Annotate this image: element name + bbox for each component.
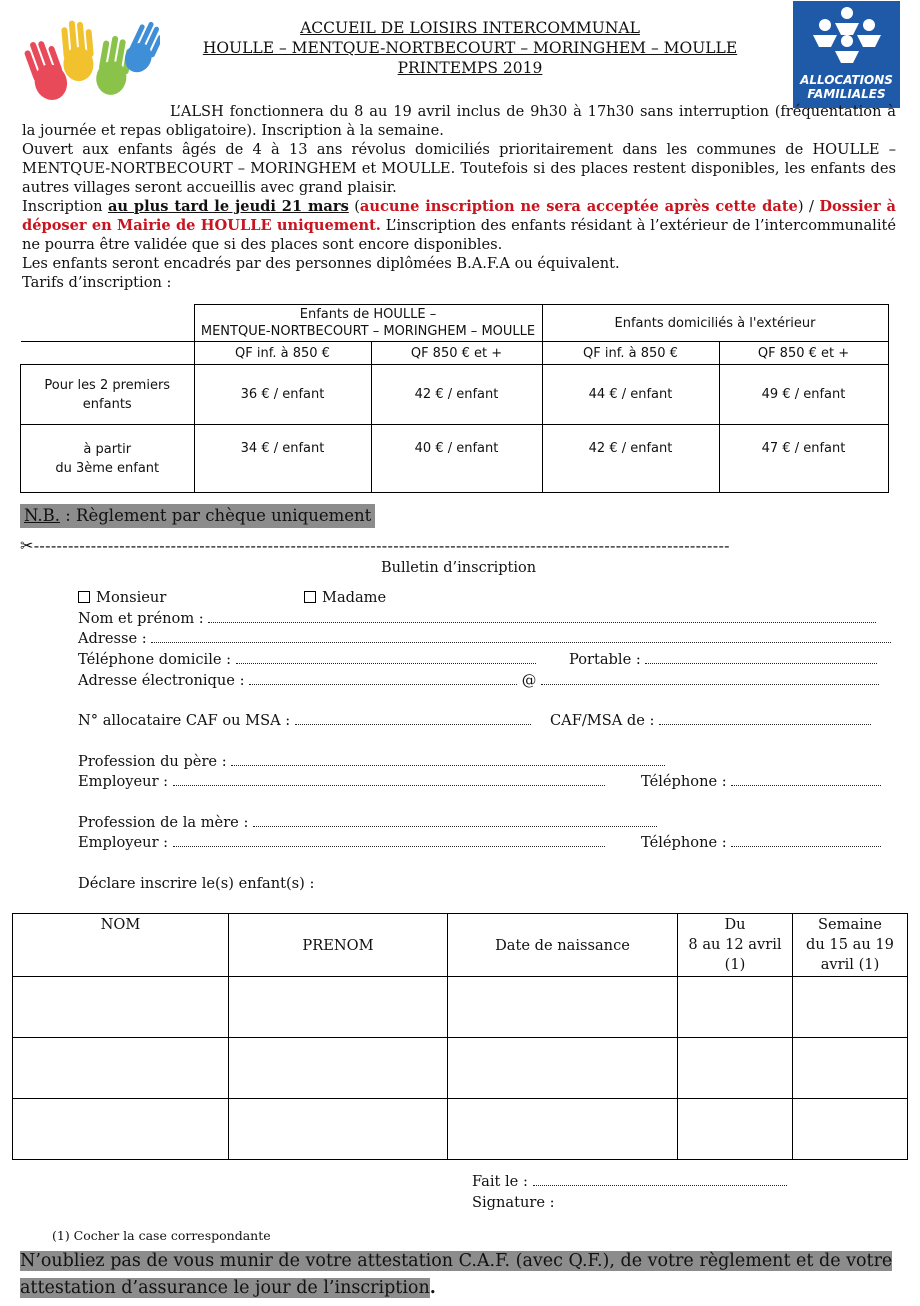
table-row (13, 1099, 908, 1160)
naissance-cell[interactable] (448, 1099, 678, 1160)
caf-msa-field[interactable] (659, 712, 871, 725)
week2-cell[interactable] (793, 1099, 908, 1160)
price-cell: 42 € / enfant (542, 425, 719, 493)
intro-p1: L’ALSH fonctionnera du 8 au 19 avril inclus de 9h30 à 17h30 sans interruption (fréquentation à la journée et repas obligatoire). Inscription à la semaine. (22, 103, 896, 139)
employeur-mere-label: Employeur : (78, 834, 169, 851)
price-cell: 40 € / enfant (371, 425, 542, 493)
price-cell: 36 € / enfant (194, 365, 371, 425)
price-cell: 49 € / enfant (719, 365, 888, 425)
week1-cell[interactable] (678, 1038, 793, 1099)
price-cell: 42 € / enfant (371, 365, 542, 425)
intro-p2: Ouvert aux enfants âgés de 4 à 13 ans révolus domiciliés prioritairement dans les communes de HOULLE – MENTQUE-NORTBECOURT – MORINGHEM et MOULLE. Toutefois si des places restent disponibles, les enfants des autres villages seront accueillis avec grand plaisir. (22, 141, 896, 196)
madame-checkbox[interactable] (304, 591, 316, 603)
fait-le-label: Fait le : (472, 1173, 528, 1190)
monsieur-label: Monsieur (96, 589, 167, 606)
naissance-cell[interactable] (448, 1038, 678, 1099)
tel-mere-field[interactable] (731, 834, 881, 847)
col-naissance: Date de naissance (448, 914, 678, 977)
price-cell: 34 € / enfant (194, 425, 371, 493)
nom-cell[interactable] (13, 977, 229, 1038)
adresse-field[interactable] (151, 630, 891, 643)
title-line3: PRINTEMPS 2019 (397, 59, 543, 77)
prenom-cell[interactable] (229, 977, 448, 1038)
tarifs-table (20, 304, 889, 493)
portable-label: Portable : (569, 651, 641, 668)
title-line1: ACCUEIL DE LOISIRS INTERCOMMUNAL (300, 19, 640, 37)
col-week2: Semaine du 15 au 19 avril (1) (793, 914, 908, 977)
row-label: à partir du 3ème enfant (21, 425, 195, 493)
email-user-field[interactable] (249, 672, 517, 685)
caf-family-icon (807, 5, 887, 69)
prof-pere-field[interactable] (231, 753, 665, 766)
title-line2: HOULLE – MENTQUE-NORTBECOURT – MORINGHEM – MOULLE (202, 39, 738, 57)
children-table (12, 913, 908, 1160)
employeur-mere-field[interactable] (173, 834, 605, 847)
caf-msa-label: CAF/MSA de : (550, 712, 655, 729)
table-row (13, 977, 908, 1038)
prenom-cell[interactable] (229, 1038, 448, 1099)
caf-num-label: N° allocataire CAF ou MSA : (78, 712, 291, 729)
price-cell: 44 € / enfant (542, 365, 719, 425)
form-title: Bulletin d’inscription (381, 560, 537, 576)
price-cell: 47 € / enfant (719, 425, 888, 493)
tel-mere-label: Téléphone : (641, 834, 727, 851)
adresse-label: Adresse : (78, 630, 147, 647)
qf-header: QF inf. à 850 € (194, 342, 371, 365)
tel-pere-label: Téléphone : (641, 773, 727, 790)
nom-cell[interactable] (13, 1099, 229, 1160)
qf-header: QF 850 € et + (719, 342, 888, 365)
signature-label: Signature : (472, 1194, 555, 1211)
portable-field[interactable] (645, 651, 877, 664)
col-week1: Du 8 au 12 avril (1) (678, 914, 793, 977)
page-title (150, 18, 790, 78)
nom-cell[interactable] (13, 1038, 229, 1099)
caf-logo (793, 1, 900, 108)
email-label: Adresse électronique : (78, 672, 245, 689)
row-label: Pour les 2 premiers enfants (21, 365, 195, 425)
col-prenom: PRENOM (229, 914, 448, 977)
week2-cell[interactable] (793, 1038, 908, 1099)
email-domain-field[interactable] (541, 672, 879, 685)
employeur-pere-label: Employeur : (78, 773, 169, 790)
fait-le-field[interactable] (533, 1173, 787, 1186)
table-row (21, 425, 889, 493)
caf-line1: ALLOCATIONS (800, 73, 893, 87)
prof-mere-label: Profession de la mère : (78, 814, 249, 831)
footnote: (1) Cocher la case correspondante (52, 1228, 271, 1243)
nb-note: N.B. : Règlement par chèque uniquement (20, 504, 375, 528)
qf-header: QF 850 € et + (371, 342, 542, 365)
naissance-cell[interactable] (448, 977, 678, 1038)
nom-label: Nom et prénom : (78, 610, 204, 627)
tel-pere-field[interactable] (731, 773, 881, 786)
tel-dom-label: Téléphone domicile : (78, 651, 232, 668)
hands-logo-icon (20, 14, 160, 109)
scissors-icon: ✂ (20, 536, 34, 555)
intro-p5: Tarifs d’inscription : (22, 274, 172, 291)
declare-label: Déclare inscrire le(s) enfant(s) : (78, 875, 315, 892)
tarif-group-local: Enfants de HOULLE – MENTQUE-NORTBECOURT – MORINGHEM – MOULLE (194, 305, 542, 342)
prenom-cell[interactable] (229, 1099, 448, 1160)
monsieur-checkbox[interactable] (78, 591, 90, 603)
employeur-pere-field[interactable] (173, 773, 605, 786)
deadline-warning: aucune inscription ne sera acceptée après cette date (359, 198, 798, 215)
cut-line: ✂-------------------------------------------------------------------------------------------------------------------------- (20, 536, 730, 555)
table-row (21, 365, 889, 425)
week1-cell[interactable] (678, 1099, 793, 1160)
tel-dom-field[interactable] (236, 651, 536, 664)
col-nom: NOM (13, 914, 229, 977)
intro-p4: Les enfants seront encadrés par des personnes diplômées B.A.F.A ou équivalent. (22, 255, 620, 272)
tarif-group-outside: Enfants domiciliés à l'extérieur (542, 305, 888, 342)
intro-p3: Inscription au plus tard le jeudi 21 mars (aucune inscription ne sera acceptée après cette date) / Dossier à déposer en Mairie de HOULLE uniquement. L’inscription des enfants résidant à l’extérieur de l’intercommunalité ne pourra être validée que si des places sont encore disponibles. (22, 198, 896, 253)
deadline: au plus tard le jeudi 21 mars (107, 198, 349, 215)
table-row (13, 1038, 908, 1099)
prof-pere-label: Profession du père : (78, 753, 227, 770)
caf-num-field[interactable] (295, 712, 531, 725)
madame-label: Madame (322, 589, 387, 606)
qf-header: QF inf. à 850 € (542, 342, 719, 365)
prof-mere-field[interactable] (253, 814, 657, 827)
intro-text (22, 102, 896, 292)
week2-cell[interactable] (793, 977, 908, 1038)
week1-cell[interactable] (678, 977, 793, 1038)
deposit-notice: Dossier à déposer en Mairie de HOULLE uniquement. (22, 198, 896, 234)
caf-line2: FAMILIALES (807, 87, 886, 101)
at-sign: @ (521, 672, 537, 689)
footer-reminder: N’oubliez pas de vous munir de votre attestation C.A.F. (avec Q.F.), de votre règlement et de votre attestation d’assurance le jour de l’inscription. (20, 1251, 893, 1298)
nom-field[interactable] (208, 610, 876, 623)
